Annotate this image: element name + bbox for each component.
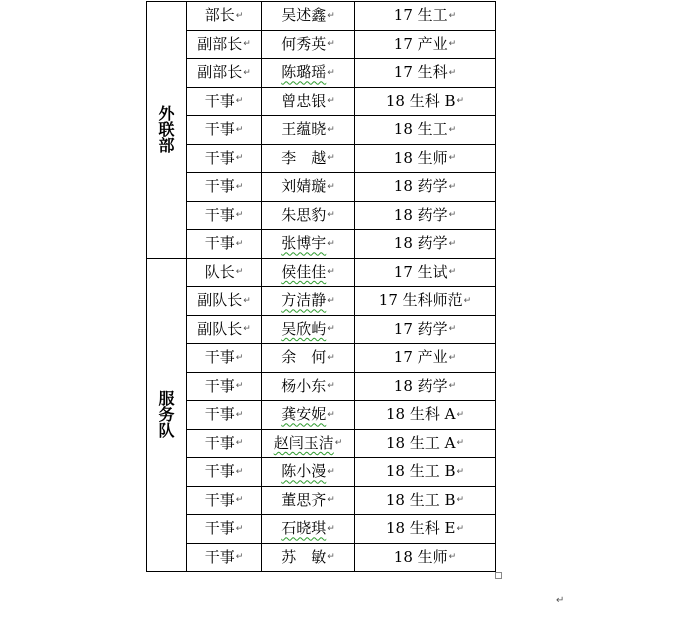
paragraph-mark: ↵ bbox=[456, 438, 464, 449]
table-row bbox=[147, 486, 496, 515]
table-row bbox=[147, 201, 496, 230]
member-name: 余 何 bbox=[281, 348, 327, 367]
member-class: 18 药学 bbox=[393, 234, 448, 253]
paragraph-mark: ↵ bbox=[327, 324, 335, 335]
paragraph-mark: ↵ bbox=[327, 124, 335, 135]
role-cell bbox=[187, 87, 262, 116]
member-name: 吴欣屿 bbox=[281, 319, 327, 338]
member-role: 干事 bbox=[204, 120, 235, 139]
table-row bbox=[147, 372, 496, 401]
table-row bbox=[147, 30, 496, 59]
class-cell bbox=[355, 144, 496, 173]
name-cell bbox=[262, 372, 355, 401]
paragraph-mark: ↵ bbox=[235, 10, 244, 21]
class-cell bbox=[355, 429, 496, 458]
class-cell bbox=[355, 173, 496, 202]
class-cell bbox=[355, 486, 496, 515]
paragraph-mark: ↵ bbox=[243, 295, 251, 306]
paragraph-mark: ↵ bbox=[327, 381, 335, 392]
paragraph-mark: ↵ bbox=[448, 267, 457, 278]
role-cell bbox=[187, 315, 262, 344]
role-cell bbox=[187, 116, 262, 145]
paragraph-mark: ↵ bbox=[448, 181, 457, 192]
member-role: 干事 bbox=[204, 433, 235, 452]
member-class: 18 生科 A bbox=[385, 405, 456, 424]
role-cell bbox=[187, 458, 262, 487]
department-label bbox=[147, 258, 187, 572]
paragraph-mark: ↵ bbox=[235, 495, 244, 506]
paragraph-mark: ↵ bbox=[243, 324, 251, 335]
paragraph-mark: ↵ bbox=[235, 124, 244, 135]
member-class: 17 产业 bbox=[393, 34, 448, 53]
paragraph-mark: ↵ bbox=[235, 381, 244, 392]
paragraph-mark: ↵ bbox=[448, 124, 457, 135]
table-row bbox=[147, 87, 496, 116]
paragraph-mark: ↵ bbox=[327, 67, 335, 78]
member-name: 张博宇 bbox=[281, 234, 327, 253]
member-name: 董思齐 bbox=[281, 490, 327, 509]
paragraph-mark: ↵ bbox=[448, 324, 457, 335]
member-role: 干事 bbox=[204, 234, 235, 253]
role-cell bbox=[187, 287, 262, 316]
member-name: 朱思豹 bbox=[281, 205, 327, 224]
role-cell bbox=[187, 372, 262, 401]
member-class: 18 生工 bbox=[393, 120, 448, 139]
paragraph-mark: ↵ bbox=[235, 466, 244, 477]
member-role: 干事 bbox=[204, 205, 235, 224]
class-cell bbox=[355, 230, 496, 259]
member-name: 苏 敏 bbox=[281, 547, 327, 566]
department-label-char: 外 bbox=[158, 103, 175, 123]
paragraph-mark: ↵ bbox=[327, 238, 335, 249]
role-cell bbox=[187, 543, 262, 572]
table-row bbox=[147, 144, 496, 173]
role-cell bbox=[187, 173, 262, 202]
class-cell bbox=[355, 372, 496, 401]
paragraph-mark: ↵ bbox=[327, 153, 335, 164]
table-row bbox=[147, 515, 496, 544]
member-class: 18 生工 B bbox=[385, 462, 456, 481]
paragraph-mark: ↵ bbox=[448, 210, 457, 221]
paragraph-mark: ↵ bbox=[556, 595, 565, 606]
department-label-char: 部 bbox=[158, 135, 175, 155]
name-cell bbox=[262, 116, 355, 145]
member-role: 干事 bbox=[204, 348, 235, 367]
paragraph-mark: ↵ bbox=[235, 438, 244, 449]
member-name: 刘婧璇 bbox=[281, 177, 327, 196]
paragraph-mark: ↵ bbox=[448, 352, 457, 363]
paragraph-mark: ↵ bbox=[456, 466, 465, 477]
member-class: 18 药学 bbox=[393, 177, 448, 196]
paragraph-mark: ↵ bbox=[327, 10, 335, 21]
member-name: 吴述鑫 bbox=[281, 6, 327, 25]
paragraph-mark: ↵ bbox=[235, 238, 244, 249]
member-role: 干事 bbox=[204, 462, 235, 481]
paragraph-mark: ↵ bbox=[235, 552, 244, 563]
paragraph-mark: ↵ bbox=[327, 267, 335, 278]
member-role: 副部长 bbox=[197, 34, 243, 53]
role-cell bbox=[187, 429, 262, 458]
name-cell bbox=[262, 515, 355, 544]
class-cell bbox=[355, 201, 496, 230]
paragraph-mark: ↵ bbox=[327, 96, 335, 107]
name-cell bbox=[262, 458, 355, 487]
member-class: 17 药学 bbox=[393, 319, 448, 338]
paragraph-mark: ↵ bbox=[327, 523, 335, 534]
name-cell bbox=[262, 258, 355, 287]
member-class: 18 药学 bbox=[393, 205, 448, 224]
class-cell bbox=[355, 344, 496, 373]
roster-table bbox=[146, 1, 496, 572]
department-label-char: 队 bbox=[158, 420, 175, 440]
paragraph-mark: ↵ bbox=[235, 181, 244, 192]
member-name: 曾忠银 bbox=[281, 91, 327, 110]
role-cell bbox=[187, 30, 262, 59]
table-row bbox=[147, 230, 496, 259]
member-role: 副部长 bbox=[197, 63, 243, 82]
table-end-marker bbox=[495, 572, 502, 579]
name-cell bbox=[262, 429, 355, 458]
paragraph-mark: ↵ bbox=[243, 67, 251, 78]
table-row bbox=[147, 116, 496, 145]
member-class: 17 生科师范 bbox=[378, 291, 463, 310]
paragraph-mark: ↵ bbox=[327, 409, 335, 420]
name-cell bbox=[262, 201, 355, 230]
class-cell bbox=[355, 287, 496, 316]
table-row bbox=[147, 59, 496, 88]
paragraph-mark: ↵ bbox=[235, 210, 244, 221]
member-name: 王蕴晓 bbox=[281, 120, 327, 139]
paragraph-mark: ↵ bbox=[235, 267, 244, 278]
member-role: 干事 bbox=[204, 177, 235, 196]
member-name: 陈小漫 bbox=[281, 462, 327, 481]
paragraph-mark: ↵ bbox=[235, 352, 244, 363]
name-cell bbox=[262, 401, 355, 430]
paragraph-mark: ↵ bbox=[456, 96, 465, 107]
member-role: 干事 bbox=[204, 519, 235, 538]
member-class: 18 生师 bbox=[393, 148, 448, 167]
paragraph-mark: ↵ bbox=[448, 153, 457, 164]
class-cell bbox=[355, 401, 496, 430]
name-cell bbox=[262, 173, 355, 202]
paragraph-mark: ↵ bbox=[327, 181, 335, 192]
member-name: 何秀英 bbox=[281, 34, 327, 53]
paragraph-mark: ↵ bbox=[327, 495, 335, 506]
table-row bbox=[147, 344, 496, 373]
member-role: 干事 bbox=[204, 490, 235, 509]
role-cell bbox=[187, 258, 262, 287]
table-row bbox=[147, 2, 496, 31]
class-cell bbox=[355, 59, 496, 88]
role-cell bbox=[187, 401, 262, 430]
role-cell bbox=[187, 230, 262, 259]
member-class: 18 生工 B bbox=[385, 490, 456, 509]
member-class: 18 药学 bbox=[393, 376, 448, 395]
roster-table-body bbox=[147, 2, 496, 572]
name-cell bbox=[262, 230, 355, 259]
paragraph-mark: ↵ bbox=[243, 39, 251, 50]
paragraph-mark: ↵ bbox=[235, 523, 244, 534]
paragraph-mark: ↵ bbox=[448, 238, 457, 249]
member-class: 17 生试 bbox=[393, 262, 448, 281]
member-role: 干事 bbox=[204, 376, 235, 395]
paragraph-mark: ↵ bbox=[235, 153, 244, 164]
role-cell bbox=[187, 201, 262, 230]
department-label-char: 联 bbox=[158, 119, 175, 139]
table-row bbox=[147, 173, 496, 202]
member-role: 部长 bbox=[204, 6, 235, 25]
table-row bbox=[147, 429, 496, 458]
member-name: 侯佳佳 bbox=[281, 262, 327, 281]
member-role: 干事 bbox=[204, 91, 235, 110]
table-row bbox=[147, 401, 496, 430]
name-cell bbox=[262, 87, 355, 116]
member-name: 李 越 bbox=[281, 148, 327, 167]
paragraph-mark: ↵ bbox=[463, 295, 472, 306]
paragraph-mark: ↵ bbox=[456, 523, 465, 534]
paragraph-mark: ↵ bbox=[456, 409, 464, 420]
name-cell bbox=[262, 315, 355, 344]
table-row bbox=[147, 458, 496, 487]
member-class: 17 生工 bbox=[393, 6, 448, 25]
class-cell bbox=[355, 458, 496, 487]
name-cell bbox=[262, 144, 355, 173]
class-cell bbox=[355, 87, 496, 116]
role-cell bbox=[187, 59, 262, 88]
paragraph-mark: ↵ bbox=[448, 67, 457, 78]
department-label bbox=[147, 2, 187, 259]
class-cell bbox=[355, 515, 496, 544]
class-cell bbox=[355, 30, 496, 59]
class-cell bbox=[355, 2, 496, 31]
member-role: 队长 bbox=[204, 262, 235, 281]
name-cell bbox=[262, 2, 355, 31]
member-name: 石晓琪 bbox=[281, 519, 327, 538]
paragraph-mark: ↵ bbox=[456, 495, 465, 506]
member-role: 干事 bbox=[204, 547, 235, 566]
department-label-char: 务 bbox=[158, 404, 175, 424]
paragraph-mark: ↵ bbox=[448, 39, 457, 50]
paragraph-mark: ↵ bbox=[235, 96, 244, 107]
name-cell bbox=[262, 287, 355, 316]
member-class: 18 生科 B bbox=[385, 91, 456, 110]
member-role: 副队长 bbox=[197, 319, 243, 338]
member-class: 17 产业 bbox=[393, 348, 448, 367]
member-class: 18 生工 A bbox=[385, 433, 456, 452]
paragraph-mark: ↵ bbox=[327, 210, 335, 221]
name-cell bbox=[262, 344, 355, 373]
name-cell bbox=[262, 30, 355, 59]
paragraph-mark: ↵ bbox=[327, 552, 335, 563]
member-role: 干事 bbox=[204, 405, 235, 424]
role-cell bbox=[187, 2, 262, 31]
role-cell bbox=[187, 144, 262, 173]
paragraph-mark: ↵ bbox=[235, 409, 244, 420]
member-name: 方洁静 bbox=[281, 291, 327, 310]
class-cell bbox=[355, 315, 496, 344]
member-name: 龚安妮 bbox=[281, 405, 327, 424]
member-name: 杨小东 bbox=[281, 376, 327, 395]
paragraph-mark: ↵ bbox=[327, 295, 335, 306]
paragraph-mark: ↵ bbox=[327, 466, 335, 477]
member-class: 18 生师 bbox=[393, 547, 448, 566]
name-cell bbox=[262, 486, 355, 515]
table-row bbox=[147, 258, 496, 287]
table-row bbox=[147, 543, 496, 572]
name-cell bbox=[262, 59, 355, 88]
role-cell bbox=[187, 486, 262, 515]
paragraph-mark: ↵ bbox=[327, 39, 335, 50]
member-role: 副队长 bbox=[197, 291, 243, 310]
member-name: 赵闫玉洁 bbox=[273, 433, 334, 452]
role-cell bbox=[187, 344, 262, 373]
member-class: 18 生科 E bbox=[385, 519, 456, 538]
paragraph-mark: ↵ bbox=[448, 10, 457, 21]
name-cell bbox=[262, 543, 355, 572]
paragraph-mark: ↵ bbox=[448, 552, 457, 563]
member-name: 陈璐瑶 bbox=[281, 63, 327, 82]
paragraph-mark: ↵ bbox=[448, 381, 457, 392]
role-cell bbox=[187, 515, 262, 544]
department-label-char: 服 bbox=[158, 388, 175, 408]
class-cell bbox=[355, 116, 496, 145]
table-row bbox=[147, 315, 496, 344]
class-cell bbox=[355, 543, 496, 572]
paragraph-mark: ↵ bbox=[334, 438, 343, 449]
member-role: 干事 bbox=[204, 148, 235, 167]
member-class: 17 生科 bbox=[393, 63, 448, 82]
paragraph-mark: ↵ bbox=[327, 352, 335, 363]
class-cell bbox=[355, 258, 496, 287]
table-row bbox=[147, 287, 496, 316]
